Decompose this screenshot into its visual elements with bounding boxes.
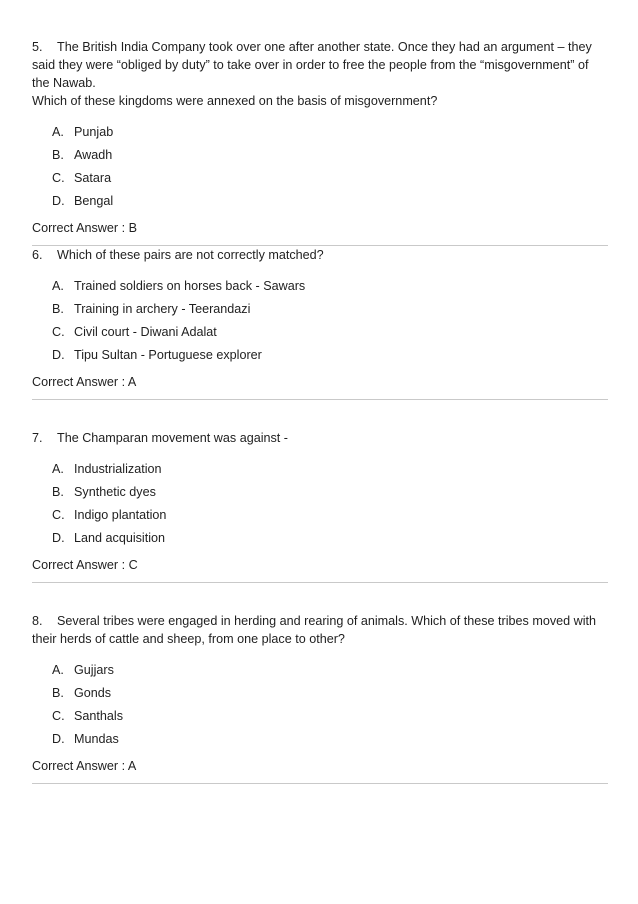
option-letter: D. (52, 194, 65, 208)
option-letter: D. (52, 732, 65, 746)
question-list (32, 38, 608, 784)
option-letter: A. (52, 663, 64, 677)
option-text: Santhals (74, 709, 124, 723)
option-a (32, 659, 608, 682)
option-b (32, 298, 608, 321)
question-stem: The Champaran movement was against - (57, 431, 288, 445)
option-text: Awadh (74, 148, 113, 162)
question-text (32, 246, 608, 264)
option-b (32, 481, 608, 504)
question-number: 7. (32, 431, 43, 445)
option-text: Mundas (74, 732, 119, 746)
options-list (32, 458, 608, 550)
option-letter: D. (52, 348, 65, 362)
option-text: Punjab (74, 125, 114, 139)
question-block (32, 246, 608, 429)
option-b (32, 144, 608, 167)
option-text: Land acquisition (74, 531, 166, 545)
question-prompt: Which of these kingdoms were annexed on the basis of misgovernment? (32, 94, 438, 108)
option-c (32, 167, 608, 190)
option-d (32, 344, 608, 367)
question-text (32, 429, 608, 447)
option-letter: B. (52, 686, 64, 700)
correct-answer: Correct Answer : B (32, 221, 137, 235)
option-text: Training in archery - Teerandazi (74, 302, 251, 316)
option-d (32, 728, 608, 751)
question-block (32, 38, 608, 246)
option-text: Satara (74, 171, 112, 185)
options-list (32, 121, 608, 213)
option-text: Trained soldiers on horses back - Sawars (74, 279, 306, 293)
option-text: Civil court - Diwani Adalat (74, 325, 217, 339)
option-letter: C. (52, 508, 65, 522)
option-letter: C. (52, 325, 65, 339)
option-d (32, 190, 608, 213)
option-a (32, 458, 608, 481)
option-text: Tipu Sultan - Portuguese explorer (74, 348, 262, 362)
question-stem: Which of these pairs are not correctly matched? (57, 248, 324, 262)
correct-answer: Correct Answer : C (32, 558, 138, 572)
option-letter: A. (52, 125, 64, 139)
options-list (32, 659, 608, 751)
option-letter: C. (52, 171, 65, 185)
question-block (32, 429, 608, 612)
option-c (32, 705, 608, 728)
option-letter: C. (52, 709, 65, 723)
question-text (32, 612, 608, 648)
option-text: Gujjars (74, 663, 114, 677)
divider (32, 582, 608, 583)
divider (32, 399, 608, 400)
correct-answer: Correct Answer : A (32, 759, 137, 773)
question-stem: Several tribes were engaged in herding and rearing of animals. Which of these tribes moved with their herds of cattle and sheep, from one place to other? (32, 614, 597, 646)
question-number: 5. (32, 40, 43, 54)
option-text: Gonds (74, 686, 112, 700)
option-b (32, 682, 608, 705)
option-text: Industrialization (74, 462, 162, 476)
question-stem: The British India Company took over one after another state. Once they had an argument – they said they were “obliged by duty” to take over in order to free the people from the “misgovernment” of the Nawab. (32, 40, 592, 90)
divider (32, 783, 608, 784)
option-letter: A. (52, 279, 64, 293)
option-c (32, 321, 608, 344)
option-letter: B. (52, 148, 64, 162)
option-letter: B. (52, 485, 64, 499)
option-c (32, 504, 608, 527)
question-text (32, 38, 608, 110)
option-text: Indigo plantation (74, 508, 167, 522)
option-letter: B. (52, 302, 64, 316)
option-a (32, 121, 608, 144)
question-number: 8. (32, 614, 43, 628)
question-block (32, 612, 608, 784)
correct-answer: Correct Answer : A (32, 375, 137, 389)
option-text: Bengal (74, 194, 114, 208)
options-list (32, 275, 608, 367)
option-letter: A. (52, 462, 64, 476)
option-letter: D. (52, 531, 65, 545)
question-number: 6. (32, 248, 43, 262)
option-a (32, 275, 608, 298)
option-text: Synthetic dyes (74, 485, 156, 499)
option-d (32, 527, 608, 550)
